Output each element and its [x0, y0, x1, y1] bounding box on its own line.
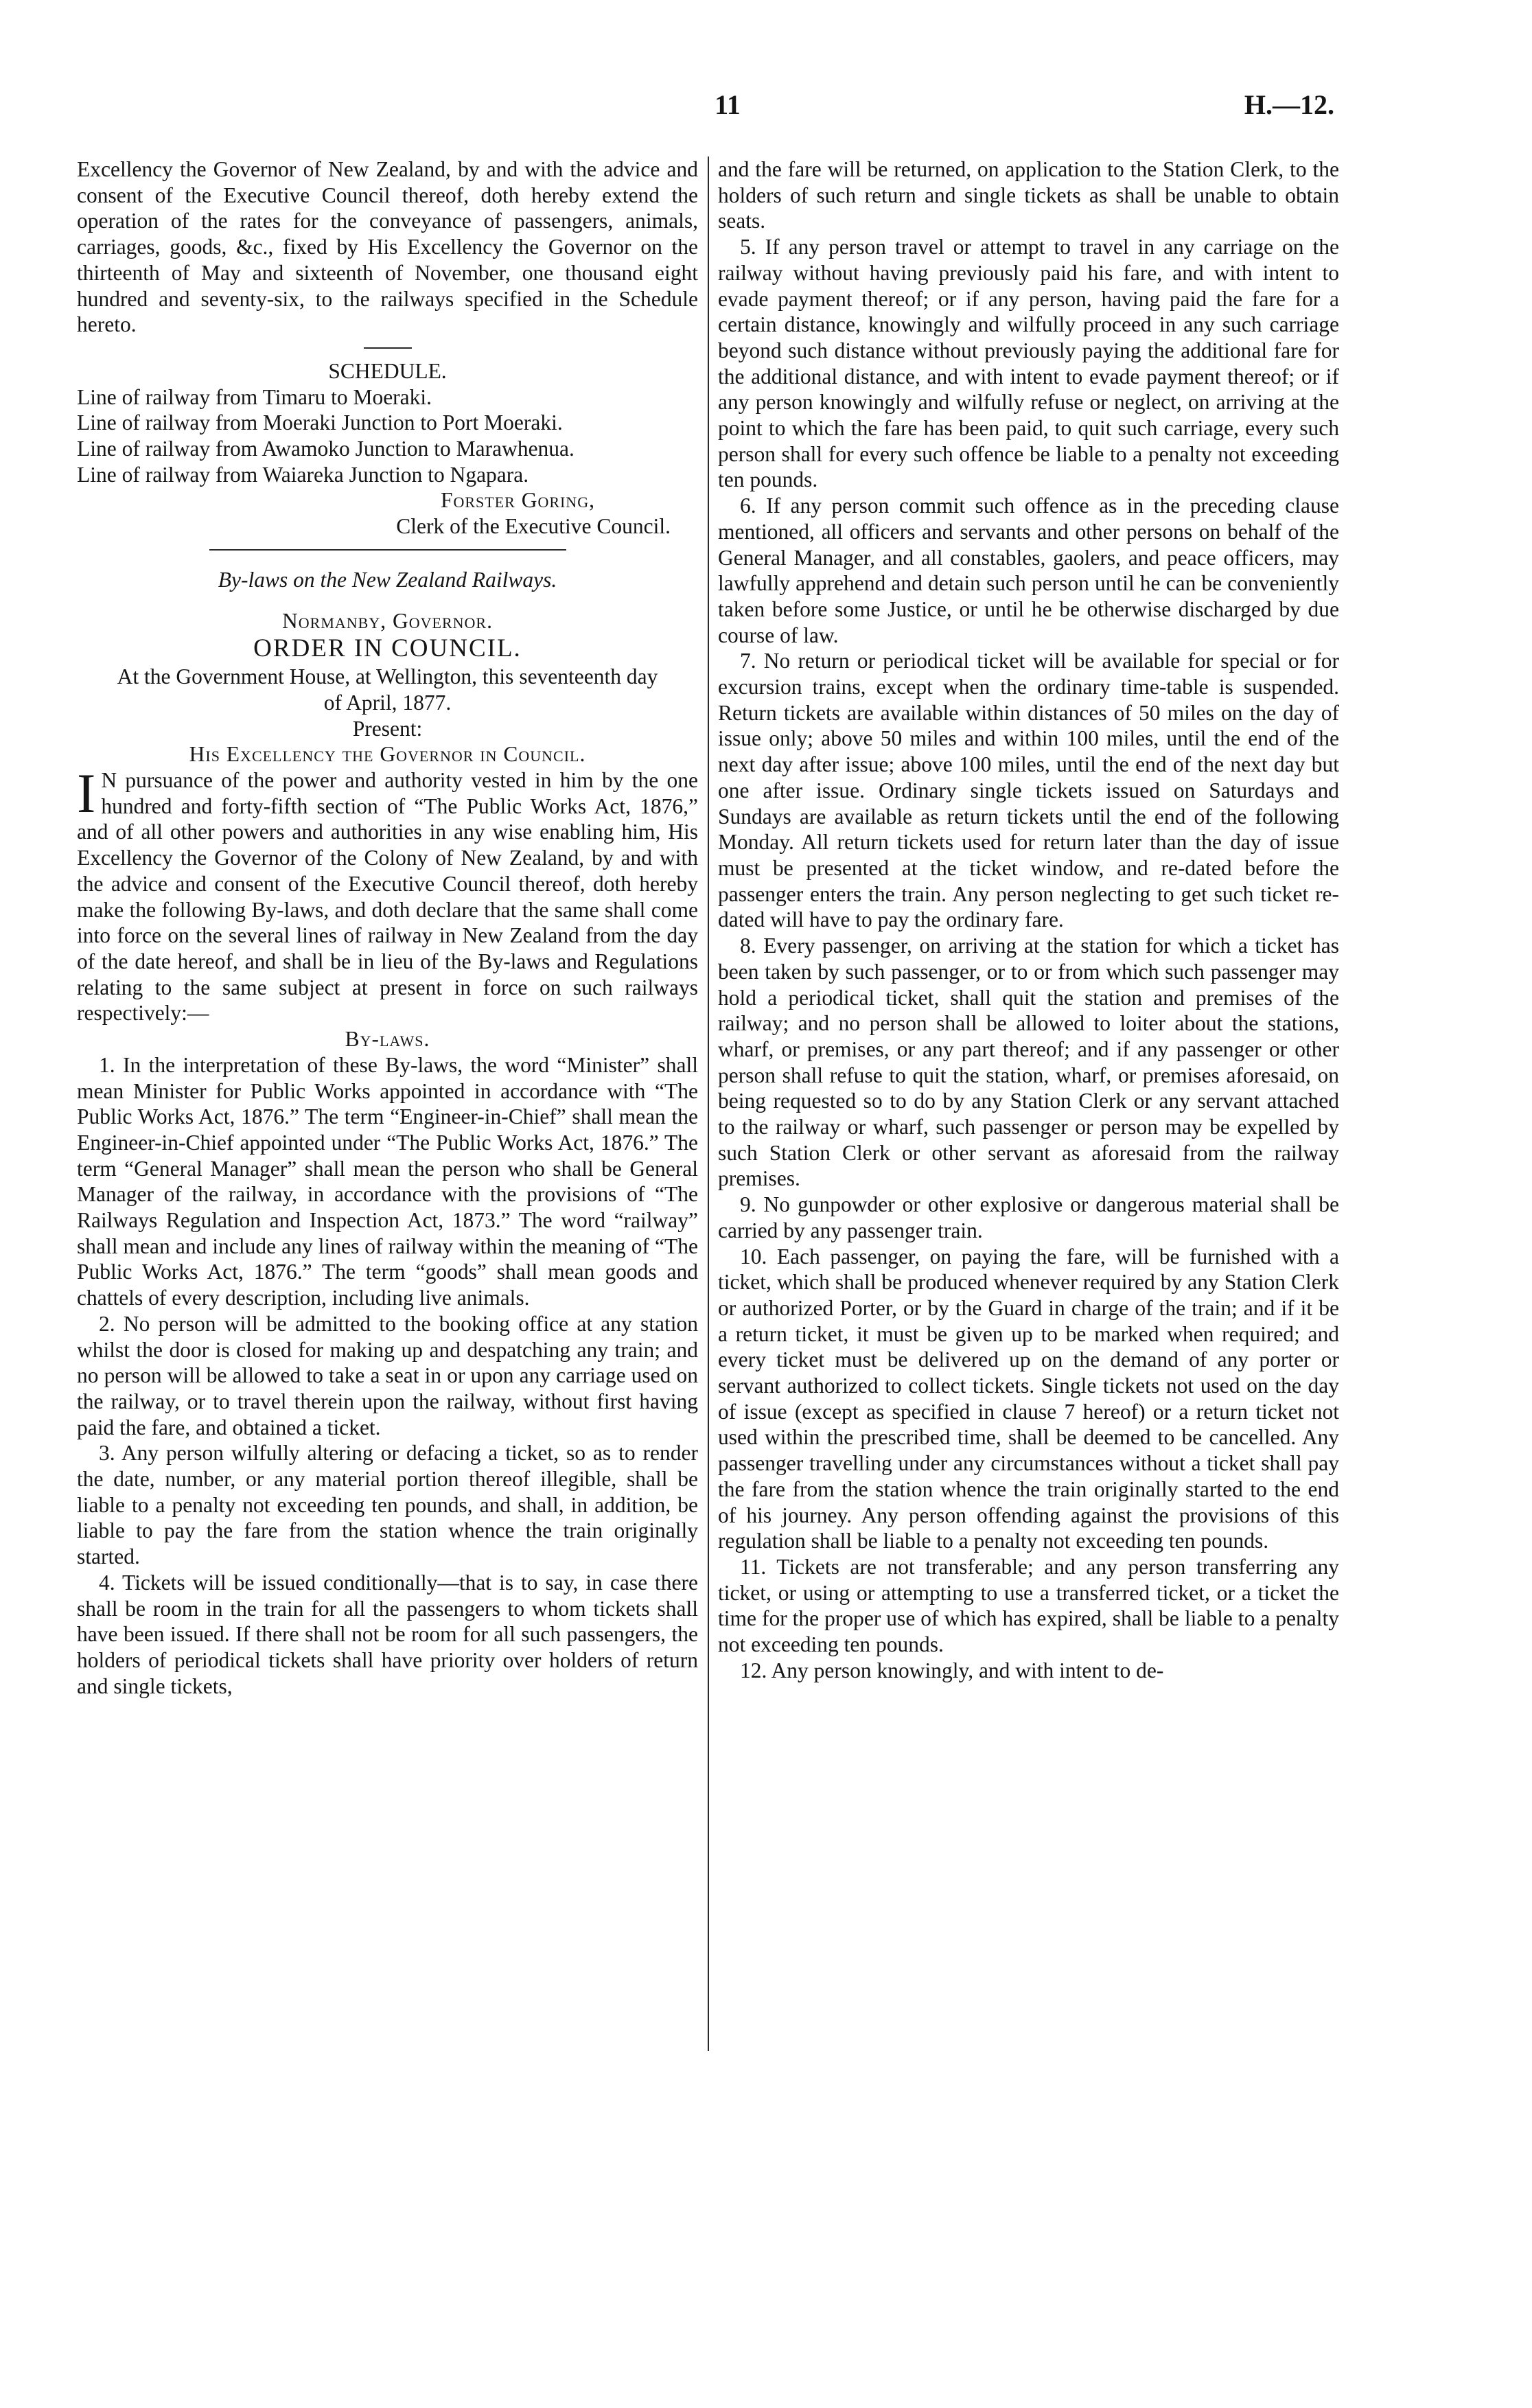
clause-5: 5. If any person travel or attempt to travel in any carriage on the railway without having previously paid his fare, and with intent to evade payment thereof; or if any person, having paid the fare for a certain distance, knowingly and wilfully proceed in any such carriage beyond such distance without previously paying the additional fare for the additional distance, and with intent to evade payment thereof; or if any person knowingly and wilfully refuse or neglect, on arriving at the point to which the fare has been paid, to quit such carriage, every such person shall for every such offence be liable to a penalty not exceeding ten pounds.	[718, 235, 1339, 492]
clause-6: 6. If any person commit such offence as in the preceding clause mentioned, all officers and servants and other persons on behalf of the General Manager, and all constables, gaolers, and peace officers, may lawfully apprehend and detain such person until he can be conveniently taken before some Justice, or until he be otherwise discharged by due course of law.	[718, 494, 1339, 647]
bylaws-title: By-laws on the New Zealand Railways.	[218, 567, 557, 592]
clause-10: 10. Each passenger, on paying the fare, will be furnished with a ticket, which shall be produced whenever required by any Station Clerk or authorized Porter, or by the Guard in charge of the train; and if it be a return ticket, it must be given up to be marked when required; and every ticket must be delivered up on the demand of any porter or servant authorized to collect tickets. Single tickets not used on the day of issue (except as specified in clause 7 hereof) or a return ticket not used within the prescribed time, shall be deemed to be cancelled. Any passenger travelling under any circumstances without a ticket shall pay the fare from the station whence the train originally started to the end of his journey. Any person offending against the provisions of this regulation shall be liable to a penalty not exceeding ten pounds.	[718, 1244, 1339, 1553]
schedule-item: Line of railway from Awamoko Junction to Marawhenua.	[77, 437, 574, 461]
clause-4: 4. Tickets will be issued conditionally—that is to say, in case there shall be room in the train for all the passengers to whom tickets shall have been issued. If there shall not be room for all such passengers, the holders of periodical tickets shall have priority over holders of return and single tickets,	[77, 1570, 698, 1698]
short-rule	[364, 347, 412, 349]
signatory-name: Forster Goring,	[440, 488, 595, 513]
clause-1: 1. In the interpretation of these By-laws, the word “Minister” shall mean Minister for Public Works appointed in accordance with “The Public Works Act, 1876.” The term “Engineer-in-Chief” shall mean the Engineer-in-Chief appointed under “The Public Works Act, 1876.” The term “General Manager” shall mean the person who shall be General Manager of the railway, in accordance with the provisions of “The Railways Regulation and Inspection Act, 1873.” The word “railway” shall mean and include any lines of railway within the meaning of “The Public Works Act, 1876.” The term “goods” shall mean goods and chattels of every description, including live animals.	[77, 1052, 698, 1310]
continuation-paragraph: and the fare will be returned, on application to the Station Clerk, to the holders of such return and single tickets as shall be unable to obtain seats.	[718, 157, 1339, 233]
clause-2: 2. No person will be admitted to the booking office at any station whilst the door is closed for making up and despatching any train; and no person will be allowed to take a seat in or upon any carriage used on the railway, or to travel therein upon the railway, without first having paid the fare, and obtained a ticket.	[77, 1311, 698, 1439]
bylaws-heading: By-laws.	[345, 1027, 430, 1052]
present-label: Present:	[352, 716, 423, 741]
clause-8: 8. Every passenger, on arriving at the station for which a ticket has been taken by such passenger, or to or from which such passenger may hold a periodical ticket, shall quit the station and premises of the railway; and no person shall be allowed to loiter about the stations, wharf, or premises, or any part thereof; and if any passenger or other person shall refuse to quit the station, wharf, or premises aforesaid, on being requested so to do by any Station Clerk or any servant attached to the railway or wharf, such passenger or person may be expelled by such Station Clerk or other servant as aforesaid from the railway premises.	[718, 934, 1339, 1191]
signatory-title: Clerk of the Executive Council.	[396, 514, 671, 539]
schedule-item: Line of railway from Timaru to Moeraki.	[77, 384, 432, 409]
governor-line: Normanby, Governor.	[282, 608, 493, 633]
clause-12: 12. Any person knowingly, and with intent to de-	[740, 1658, 1164, 1682]
intro-paragraph: Excellency the Governor of New Zealand, by and with the advice and consent of the Executive Council thereof, doth hereby extend the operation of the rates for the conveyance of passengers, animals, carriages, goods, &c., fixed by His Excellency the Governor on the thirteenth of May and sixteenth of November, one thousand eight hundred and seventy-six, to the railways specified in the Schedule hereto.	[77, 157, 698, 337]
clause-7: 7. No return or periodical ticket will be available for special or for excursion trains, except when the ordinary time-table is suspended. Return tickets are available within distances of 50 miles on the day of issue only; above 50 miles and within 100 miles, until the end of the next day after issue; above 100 miles, until the end of the next day but one after issue. Ordinary single tickets issued on Saturdays and Sundays are available as return tickets until the end of the following Monday. All return tickets used for return later than the day of issue must be presented at the ticket window, and re-dated before the passenger enters the train. Any person neglecting to get such ticket re-dated will have to pay the ordinary fare.	[718, 649, 1339, 932]
column-divider	[708, 157, 709, 2051]
right-column	[718, 157, 1339, 2024]
schedule-heading: SCHEDULE.	[328, 358, 447, 383]
preamble-paragraph: IN pursuance of the power and authority vested in him by the one hundred and forty-fifth section of “The Public Works Act, 1876,” and of all other powers and authorities in any wise enabling him, His Excellency the Governor of the Colony of New Zealand, by and with the advice and consent of the Executive Council thereof, doth hereby make the following By-laws, and doth declare that the same shall come into force on the several lines of railway in New Zealand from the day of the date hereof, and shall be in lieu of the By-laws and Regulations relating to the same subject at present in force on such railways respectively:—	[77, 762, 698, 1026]
present-body: His Excellency the Governor in Council.	[189, 742, 586, 767]
section-rule	[209, 549, 566, 551]
left-column	[77, 157, 698, 2051]
clause-9: 9. No gunpowder or other explosive or dangerous material shall be carried by any passenger train.	[718, 1192, 1339, 1242]
page-number: 11	[715, 89, 741, 120]
schedule-item: Line of railway from Moeraki Junction to Port Moeraki.	[77, 410, 563, 435]
order-heading: ORDER IN COUNCIL.	[253, 634, 522, 663]
location-line: At the Government House, at Wellington, this seventeenth day of April, 1877.	[117, 664, 658, 715]
clause-11: 11. Tickets are not transferable; and any person transferring any ticket, or using or attempting to use a transferred ticket, or a ticket the time for the proper use of which has expired, shall be liable to a penalty not exceeding ten pounds.	[718, 1554, 1339, 1657]
clause-3: 3. Any person wilfully altering or defacing a ticket, so as to render the date, number, or any material portion thereof illegible, shall be liable to a penalty not exceeding ten pounds, and shall, in addition, be liable to pay the fare from the station whence the train originally started.	[77, 1441, 698, 1569]
document-reference: H.—12.	[1244, 89, 1334, 120]
schedule-item: Line of railway from Waiareka Junction to Ngapara.	[77, 462, 529, 487]
